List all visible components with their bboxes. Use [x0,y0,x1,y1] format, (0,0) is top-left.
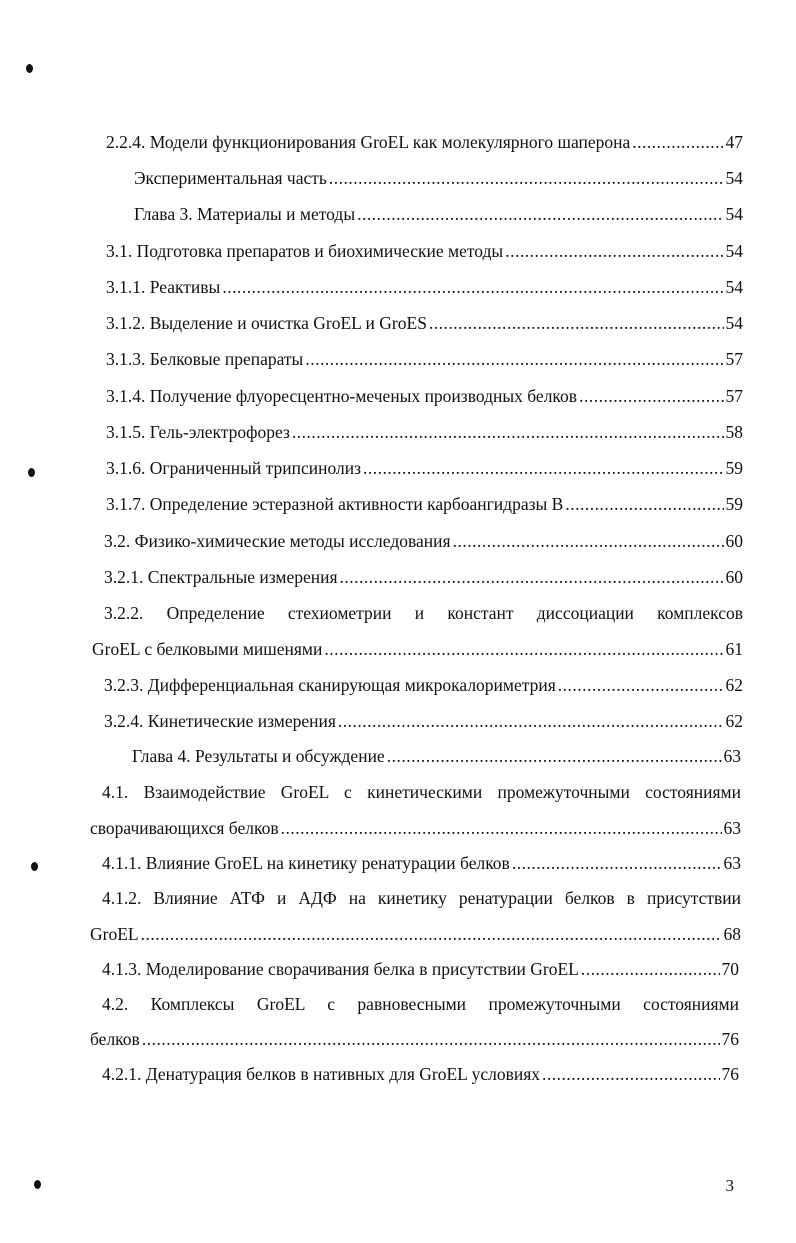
toc-entry[interactable] [106,457,743,479]
toc-entry[interactable] [90,817,741,839]
toc-entry-page: 60 [725,567,743,587]
toc-entry[interactable] [134,203,743,225]
toc-entry[interactable] [106,312,743,334]
toc-entry-page: 62 [725,711,743,731]
toc-entry-title: 3.1.5. Гель-электрофорез [106,422,290,442]
toc-entry-page: 47 [725,132,743,152]
toc-entry-page: 54 [725,168,743,188]
page-number: 3 [725,1176,734,1195]
toc-entry-title-line1[interactable]: 3.2.2. Определение стехиометрии и констант диссоциации комплексов [104,603,743,623]
toc-entry-title: белков [90,1029,140,1049]
toc-entry-title: 4.1.1. Влияние GroEL на кинетику ренатурации белков [102,853,510,873]
toc-entry-page: 60 [725,531,743,551]
toc-entry[interactable] [106,348,743,370]
toc-entry-page: 70 [721,959,739,979]
toc-entry-title: 2.2.4. Модели функционирования GroEL как молекулярного шаперона [106,132,631,152]
toc-entry-page: 63 [723,746,741,766]
toc-entry-title: 4.2.1. Денатурация белков в нативных для GroEL условиях [102,1064,541,1084]
toc-entry[interactable] [104,674,743,696]
toc-entry-title: 3.1.7. Определение эстеразной активности карбоангидразы В [106,494,564,514]
toc-entry-title: 3.2.4. Кинетические измерения [104,711,336,731]
toc-entry-title-line1[interactable]: 4.2. Комплексы GroEL с равновесными промежуточными состояниями [102,994,739,1014]
toc-entry-title: GroEL [90,924,139,944]
toc-entry-title: 3.1.3. Белковые препараты [106,349,304,369]
toc-entry[interactable] [102,852,741,874]
toc-entry-page: 62 [725,675,743,695]
toc-entry[interactable] [106,421,743,443]
toc-entry-page: 63 [723,818,741,838]
toc-entry-page: 61 [725,639,743,659]
toc-entry-title: сворачивающихся белков [90,818,279,838]
toc-entry-title: 3.2. Физико-химические методы исследования [104,531,451,551]
toc-entry-page: 63 [723,853,741,873]
toc-entry[interactable] [90,923,741,945]
toc-entry[interactable] [102,1063,739,1085]
toc-entry-page: 76 [721,1029,739,1049]
toc-entry-page: 59 [725,494,743,514]
toc-entry-page: 68 [723,924,741,944]
toc-entry-title: 3.1.1. Реактивы [106,277,221,297]
toc-entry[interactable] [104,710,743,732]
toc-entry-title: 3.2.1. Спектральные измерения [104,567,338,587]
toc-entry[interactable] [102,958,739,980]
toc-entry-page: 54 [725,277,743,297]
toc-entry-title-line1[interactable]: 4.1.2. Влияние АТФ и АДФ на кинетику ренатурации белков в присутствии [102,888,741,908]
toc-entry-title: 4.1.3. Моделирование сворачивания белка в присутствии GroEL [102,959,579,979]
toc-entry-title: Экспериментальная часть [134,168,327,188]
toc-entry[interactable] [92,638,743,660]
toc-entry-page: 54 [725,241,743,261]
toc-entry-page: 57 [725,386,743,406]
toc-entry-title-line1[interactable]: 4.1. Взаимодействие GroEL с кинетическими промежуточными состояниями [102,782,741,802]
margin-mark-2 [28,468,35,477]
toc-entry[interactable] [106,493,743,515]
toc-entry[interactable] [90,1028,739,1050]
toc-entry[interactable] [106,385,743,407]
margin-mark-4 [34,1180,41,1189]
toc-entry[interactable] [106,131,743,153]
margin-mark-3 [31,862,38,871]
toc-entry-page: 54 [725,313,743,333]
toc-entry-title: 3.1.6. Ограниченный трипсинолиз [106,458,361,478]
toc-entry-title: Глава 3. Материалы и методы [134,204,356,224]
toc-entry-title: Глава 4. Результаты и обсуждение [132,746,385,766]
toc-entry-title: 3.1.4. Получение флуоресцентно-меченых производных белков [106,386,578,406]
toc-entry[interactable] [132,745,741,767]
toc-entry-title: 3.1. Подготовка препаратов и биохимические методы [106,241,504,261]
toc-entry[interactable] [104,566,743,588]
toc-entry-page: 57 [725,349,743,369]
toc-entry-page: 59 [725,458,743,478]
toc-entry[interactable] [134,167,743,189]
toc-entry-title: 3.1.2. Выделение и очистка GroEL и GroES [106,313,427,333]
toc-entry-title: 3.2.3. Дифференциальная сканирующая микрокалориметрия [104,675,556,695]
toc-entry-page: 76 [721,1064,739,1084]
toc-entry[interactable] [106,276,743,298]
margin-mark-1 [26,64,33,73]
toc-entry[interactable] [104,530,743,552]
toc-entry-title: GroEL с белковыми мишенями [92,639,323,659]
toc-entry-page: 58 [725,422,743,442]
toc-entry-page: 54 [725,204,743,224]
toc-entry[interactable] [106,240,743,262]
